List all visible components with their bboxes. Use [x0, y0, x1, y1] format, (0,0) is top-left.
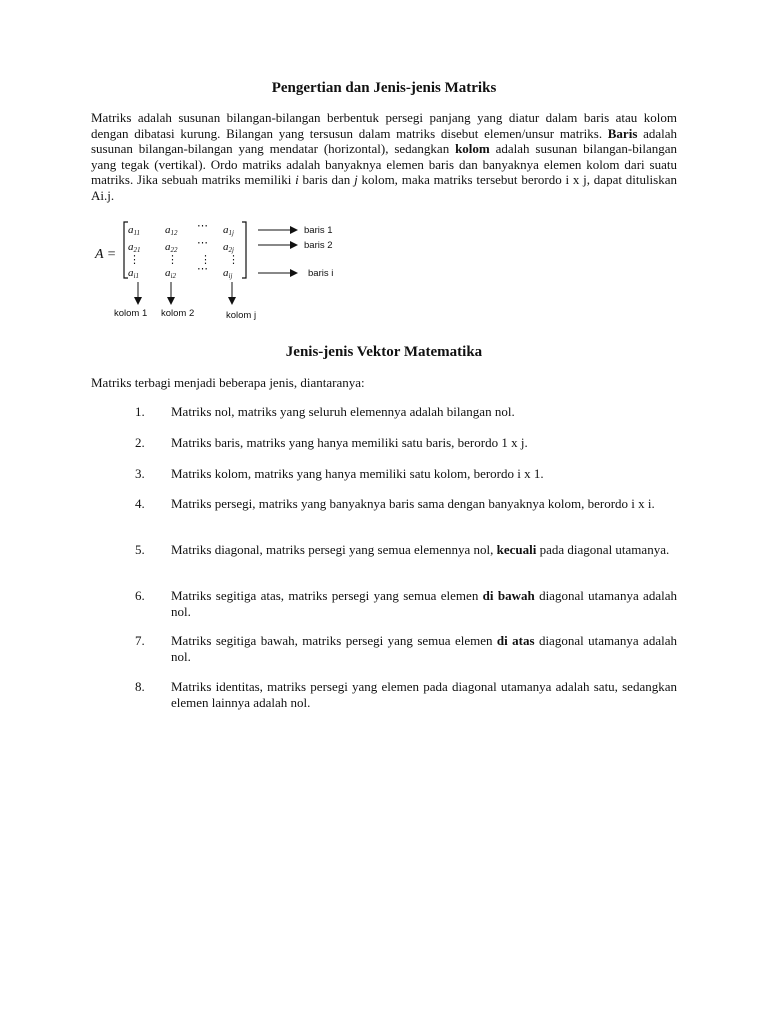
- paragraph-part: adalah susunan bilangan-bilangan yang tegak (vertikal). Ordo matriks adalah banyaknya elemen baris dan banyaknya elemen kolom dari suatu matriks. Jika sebuah matriks memiliki: [91, 141, 677, 187]
- list-number: 3.: [135, 466, 145, 481]
- list-text: Matriks kolom, matriks yang hanya memiliki satu kolom, berordo i x 1.: [171, 466, 544, 481]
- list-text: Matriks diagonal, matriks persegi yang semua elemennya nol, kecuali pada diagonal utamanya.: [171, 542, 670, 557]
- list-number: 8.: [135, 679, 145, 694]
- list-number: 6.: [135, 588, 145, 603]
- col-label-2: kolom 2: [161, 308, 195, 319]
- italic-j: j: [354, 172, 358, 187]
- matrix-figure: [91, 218, 361, 322]
- matrix-row-i: ai1 ai2 ⋯ aij: [128, 263, 233, 280]
- list-text: Matriks nol, matriks yang seluruh elemennya adalah bilangan nol.: [171, 404, 515, 419]
- matrix-row-dots: ⋮ ⋮ ⋮ ⋮: [129, 253, 239, 266]
- list-text: Matriks identitas, matriks persegi yang elemen pada diagonal utamanya adalah satu, sedangkan elemen lainnya adalah nol.: [171, 679, 677, 710]
- matrix-row-1: a11 a12 ⋯ a1j: [128, 220, 234, 237]
- list-text: Matriks persegi, matriks yang banyaknya baris sama dengan banyaknya kolom, berordo i x i.: [171, 496, 655, 511]
- matrix-diagram: [91, 218, 361, 322]
- list-text: Matriks segitiga atas, matriks persegi yang semua elemen di bawah diagonal utamanya adalah nol.: [171, 588, 677, 619]
- list-number: 4.: [135, 496, 145, 511]
- definition-paragraph: [91, 110, 677, 203]
- paragraph-part: kolom, maka matriks tersebut berordo i x j, dapat dituliskan Ai.j.: [91, 172, 677, 203]
- list-text: Matriks segitiga bawah, matriks persegi yang semua elemen di atas diagonal utamanya adalah nol.: [171, 633, 677, 664]
- list-number: 7.: [135, 633, 145, 648]
- paragraph-part: baris dan: [298, 172, 355, 187]
- col-label-j: kolom j: [226, 310, 257, 321]
- page-title: Pengertian dan Jenis-jenis Matriks: [271, 80, 497, 96]
- term-kolom: kolom: [455, 141, 490, 156]
- list-text: Matriks baris, matriks yang hanya memiliki satu baris, berordo 1 x j.: [171, 435, 528, 450]
- term-baris: Baris: [607, 125, 638, 141]
- right-bracket: [242, 222, 246, 278]
- list-number: 2.: [135, 435, 145, 450]
- list-number: 1.: [135, 404, 145, 419]
- row-label-1: baris 1: [304, 225, 333, 236]
- matrix-row-2: a21 a22 ⋯ a2j: [128, 237, 234, 254]
- list-intro: Matriks terbagi menjadi beberapa jenis, diantaranya:: [91, 375, 365, 390]
- italic-i: i: [295, 172, 299, 187]
- matrix-label: A =: [95, 247, 117, 262]
- section-heading: Jenis-jenis Vektor Matematika: [285, 344, 483, 360]
- paragraph-part: Matriks adalah susunan bilangan-bilangan berbentuk persegi panjang yang diatur dalam baris atau kolom dengan dibatasi kurung. Bilangan yang tersusun dalam matriks disebut elemen/unsur matriks.: [91, 110, 677, 141]
- row-label-2: baris 2: [304, 240, 333, 251]
- col-label-1: kolom 1: [114, 308, 148, 319]
- paragraph-part: adalah susunan bilangan-bilangan yang mendatar (horizontal), sedangkan: [91, 125, 678, 156]
- list-number: 5.: [135, 542, 145, 557]
- row-label-i: baris i: [308, 268, 334, 279]
